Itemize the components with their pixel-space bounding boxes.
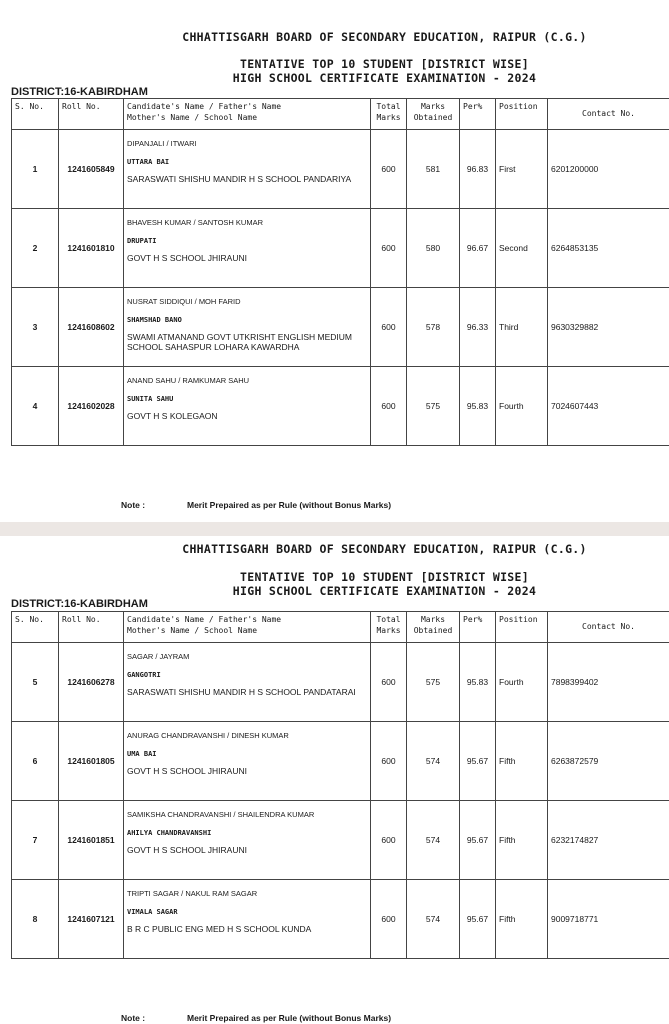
row-per: 95.83 — [460, 643, 496, 722]
row-position: Fourth — [496, 367, 548, 446]
row-sno: 4 — [12, 367, 59, 446]
row-sno: 3 — [12, 288, 59, 367]
row-marks: 575 — [407, 367, 460, 446]
list-title-line2: HIGH SCHOOL CERTIFICATE EXAMINATION - 2024 — [232, 71, 537, 85]
row-contact: 6201200000 — [548, 130, 669, 209]
row-sno: 6 — [12, 722, 59, 801]
row-candidate: SAMIKSHA CHANDRAVANSHI / SHAILENDRA KUMAR AHILYA CHANDRAVANSHI GOVT H S SCHOOL JHIRAUNI — [124, 801, 371, 880]
col-contact: Contact No. — [548, 612, 669, 643]
table-row — [12, 801, 669, 880]
merit-table — [11, 611, 669, 959]
col-contact: Contact No. — [548, 99, 669, 130]
row-sno: 7 — [12, 801, 59, 880]
row-roll: 1241602028 — [59, 367, 124, 446]
board-name: CHHATTISGARH BOARD OF SECONDARY EDUCATION, RAIPUR (C.G.) — [182, 542, 587, 556]
row-contact: 9009718771 — [548, 880, 669, 959]
row-roll: 1241608602 — [59, 288, 124, 367]
row-total: 600 — [371, 880, 407, 959]
table-row — [12, 367, 669, 446]
table-row — [12, 209, 669, 288]
row-roll: 1241605849 — [59, 130, 124, 209]
note-text: Merit Prepaired as per Rule (without Bonus Marks) — [187, 1013, 392, 1023]
col-candidate: Candidate's Name / Father's Name Mother's Name / School Name — [124, 612, 371, 643]
row-candidate: TRIPTI SAGAR / NAKUL RAM SAGAR VIMALA SAGAR B R C PUBLIC ENG MED H S SCHOOL KUNDA — [124, 880, 371, 959]
table-row — [12, 643, 669, 722]
col-position: Position — [496, 99, 548, 130]
col-candidate: Candidate's Name / Father's Name Mother's Name / School Name — [124, 99, 371, 130]
row-candidate: ANAND SAHU / RAMKUMAR SAHU SUNITA SAHU GOVT H S KOLEGAON — [124, 367, 371, 446]
row-sno: 1 — [12, 130, 59, 209]
row-total: 600 — [371, 643, 407, 722]
table-header-row — [12, 612, 669, 643]
row-position: Second — [496, 209, 548, 288]
row-per: 95.67 — [460, 880, 496, 959]
row-position: Fifth — [496, 880, 548, 959]
row-total: 600 — [371, 367, 407, 446]
row-contact: 9630329882 — [548, 288, 669, 367]
row-total: 600 — [371, 288, 407, 367]
row-marks: 574 — [407, 801, 460, 880]
col-position: Position — [496, 612, 548, 643]
note-text: Merit Prepaired as per Rule (without Bonus Marks) — [187, 500, 392, 510]
table-row — [12, 288, 669, 367]
row-marks: 581 — [407, 130, 460, 209]
col-per: Per% — [460, 612, 496, 643]
merit-list-page-2 — [0, 536, 669, 1024]
row-candidate: SAGAR / JAYRAM GANGOTRI SARASWATI SHISHU MANDIR H S SCHOOL PANDATARAI — [124, 643, 371, 722]
col-marks: Marks Obtained — [407, 99, 460, 130]
row-per: 95.83 — [460, 367, 496, 446]
row-marks: 578 — [407, 288, 460, 367]
note — [121, 500, 392, 510]
col-roll: Roll No. — [59, 612, 124, 643]
row-candidate: NUSRAT SIDDIQUI / MOH FARID SHAMSHAD BANO SWAMI ATMANAND GOVT UTKRISHT ENGLISH MEDIUM SCHOOL SAHASPUR LOHARA KAWARDHA — [124, 288, 371, 367]
list-title-line1: TENTATIVE TOP 10 STUDENT [DISTRICT WISE] — [240, 57, 529, 71]
merit-table — [11, 98, 669, 446]
page-separator — [0, 522, 669, 536]
row-candidate: DIPANJALI / ITWARI UTTARA BAI SARASWATI SHISHU MANDIR H S SCHOOL PANDARIYA — [124, 130, 371, 209]
row-per: 95.67 — [460, 722, 496, 801]
col-per: Per% — [460, 99, 496, 130]
row-per: 96.67 — [460, 209, 496, 288]
row-candidate: ANURAG CHANDRAVANSHI / DINESH KUMAR UMA BAI GOVT H S SCHOOL JHIRAUNI — [124, 722, 371, 801]
row-marks: 574 — [407, 880, 460, 959]
row-marks: 580 — [407, 209, 460, 288]
col-roll: Roll No. — [59, 99, 124, 130]
row-contact: 6263872579 — [548, 722, 669, 801]
table-row — [12, 880, 669, 959]
row-marks: 575 — [407, 643, 460, 722]
row-per: 96.83 — [460, 130, 496, 209]
row-roll: 1241607121 — [59, 880, 124, 959]
row-total: 600 — [371, 209, 407, 288]
district-label: DISTRICT:16-KABIRDHAM — [11, 86, 148, 98]
row-roll: 1241601851 — [59, 801, 124, 880]
row-contact: 7898399402 — [548, 643, 669, 722]
row-sno: 5 — [12, 643, 59, 722]
list-title-line2: HIGH SCHOOL CERTIFICATE EXAMINATION - 2024 — [232, 584, 537, 598]
col-sno: S. No. — [12, 99, 59, 130]
row-sno: 8 — [12, 880, 59, 959]
row-position: Fifth — [496, 801, 548, 880]
board-name: CHHATTISGARH BOARD OF SECONDARY EDUCATION, RAIPUR (C.G.) — [182, 30, 587, 44]
row-contact: 7024607443 — [548, 367, 669, 446]
row-total: 600 — [371, 130, 407, 209]
row-position: Fourth — [496, 643, 548, 722]
note — [121, 1013, 392, 1023]
row-position: Third — [496, 288, 548, 367]
table-row — [12, 130, 669, 209]
row-per: 95.67 — [460, 801, 496, 880]
row-marks: 574 — [407, 722, 460, 801]
list-title-line1: TENTATIVE TOP 10 STUDENT [DISTRICT WISE] — [240, 570, 529, 584]
row-roll: 1241606278 — [59, 643, 124, 722]
note-label: Note : — [121, 500, 146, 510]
col-sno: S. No. — [12, 612, 59, 643]
row-candidate: BHAVESH KUMAR / SANTOSH KUMAR DRUPATI GOVT H S SCHOOL JHIRAUNI — [124, 209, 371, 288]
col-total: Total Marks — [371, 99, 407, 130]
table-header-row — [12, 99, 669, 130]
row-contact: 6232174827 — [548, 801, 669, 880]
row-total: 600 — [371, 801, 407, 880]
note-label: Note : — [121, 1013, 146, 1023]
row-sno: 2 — [12, 209, 59, 288]
row-position: Fifth — [496, 722, 548, 801]
col-total: Total Marks — [371, 612, 407, 643]
row-total: 600 — [371, 722, 407, 801]
district-label: DISTRICT:16-KABIRDHAM — [11, 598, 148, 610]
row-contact: 6264853135 — [548, 209, 669, 288]
row-per: 96.33 — [460, 288, 496, 367]
col-marks: Marks Obtained — [407, 612, 460, 643]
list-title — [0, 57, 669, 85]
row-roll: 1241601805 — [59, 722, 124, 801]
row-position: First — [496, 130, 548, 209]
table-row — [12, 722, 669, 801]
row-roll: 1241601810 — [59, 209, 124, 288]
list-title — [0, 570, 669, 598]
